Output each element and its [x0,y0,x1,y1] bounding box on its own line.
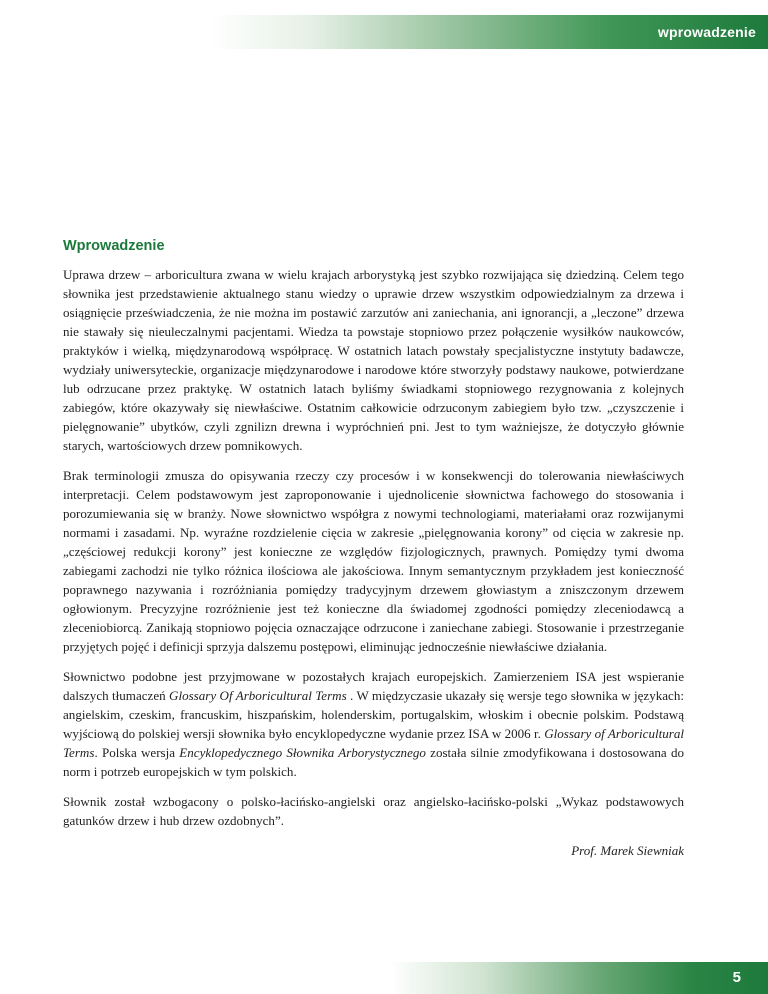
text-run: . Polska wersja [94,745,180,760]
text-run: . W międzyczasie ukazały się wersje tego słownika w językach: angielskim, czeskim, francuskim, hiszpańskim, holenderskim, portugalskim, włoskim i obecnie polskim. Podstawą wyjściową do polskiej wersji słownika było encyklopedyczne wydanie przez ISA w 2006 r. [63,688,684,741]
text-run: została silnie zmodyfikowana i dostosowana do norm i potrzeb europejskich w tym polskich. [63,745,684,779]
italic-title-run: Glossary of Arboricultural Terms [63,726,684,760]
text-run: Brak terminologii zmusza do opisywania rzeczy czy procesów i w konsekwencji do tolerowania niewłaściwych interpretacji. Celem podstawowym jest zaproponowanie i ujednolicenie słownictwa fachowego do stosowania i porozumiewania się w branży. Nowe słownictwo współgra z nowymi technologiami, materiałami oraz rozwijanymi normami i zasadami. Np. wyraźne rozdzielenie cięcia w zakresie „pielęgnowania korony” od cięcia w zakresie np. „częściowej redukcji korony” jest konieczne ze względów fizjologicznych, prawnych. Pomiędzy tymi dwoma zabiegami zachodzi nie tylko różnica ilościowa ale jakościowa. Innym semantycznym przykładem jest konieczność poprawnego nazywania i rozróżniania pomiędzy tradycyjnym drzewem głowiastym a zniszczonym drzewem ogłowionym. Precyzyjne rozróżnienie jest też konieczne dla świadomej zgodności pomiędzy zleceniodawcą a zleceniobiorcą. Zanikają stopniowo pojęcia oznaczające odrzucone i zaniechane zabiegi. Stosowanie i przestrzeganie przyjętych pojęć i definicji sprzyja dalszemu postępowi, eliminując jednocześnie niewłaściwe działania. [63,468,684,654]
page-title: Wprowadzenie [63,238,165,254]
paragraph-4 [63,792,684,830]
text-run: Słownik został wzbogacony o polsko-łacińsko-angielski oraz angielsko-łacińsko-polski „Wykaz podstawowych gatunków drzew i hub drzew ozdobnych”. [63,794,684,828]
paragraph-1 [63,265,684,455]
paragraph-3 [63,667,684,781]
italic-title-run: Encyklopedycznego Słownika Arborystycznego [179,745,426,760]
section-header-label: wprowadzenie [657,24,756,40]
text-run: Uprawa drzew – arboricultura zwana w wielu krajach arborystyką jest szybko rozwijająca się dziedziną. Celem tego słownika jest przedstawienie aktualnego stanu wiedzy o uprawie drzew wszystkim odpowiedzialnym za drzewa i osiągnięcie przeświadczenia, że nie można im postawić zarzutów ani zaniechania, ani ignorancji, a „leczone” drzewa nie stawały się nieuleczalnymi pacjentami. Wiedza ta powstaje stopniowo przez połączenie wysiłków naukowców, praktyków i wielką, międzynarodową współpracę. W ostatnich latach powstały specjalistyczne instytuty badawcze, wydziały uniwersyteckie, organizacje międzynarodowe i narodowe które stworzyły podstawy naukowe, potwierdzane lub odrzucane przez praktykę. W ostatnich latach byliśmy świadkami stopniowego rezygnowania z kolejnych zabiegów, które okazywały się niewłaściwe. Ostatnim całkowicie odrzuconym zabiegiem było tzw. „czyszczenie i pielęgnowanie” ubytków, czyli zgnilizn drewna i wypróchnień pni. Jest to tym ważniejsze, że dotyczyło głównie starych, wartościowych drzew pomnikowych. [63,267,684,453]
footer-bar [390,962,768,994]
italic-title-run: Glossary Of Arboricultural Terms [169,688,347,703]
text-run: Słownictwo podobne jest przyjmowane w pozostałych krajach europejskich. Zamierzeniem ISA jest wspieranie dalszych tłumaczeń [63,669,684,703]
paragraph-2 [63,466,684,656]
main-content [63,238,684,860]
page-number: 5 [732,969,741,986]
header-bar [210,15,768,49]
author-signature: Prof. Marek Siewniak [571,843,684,858]
